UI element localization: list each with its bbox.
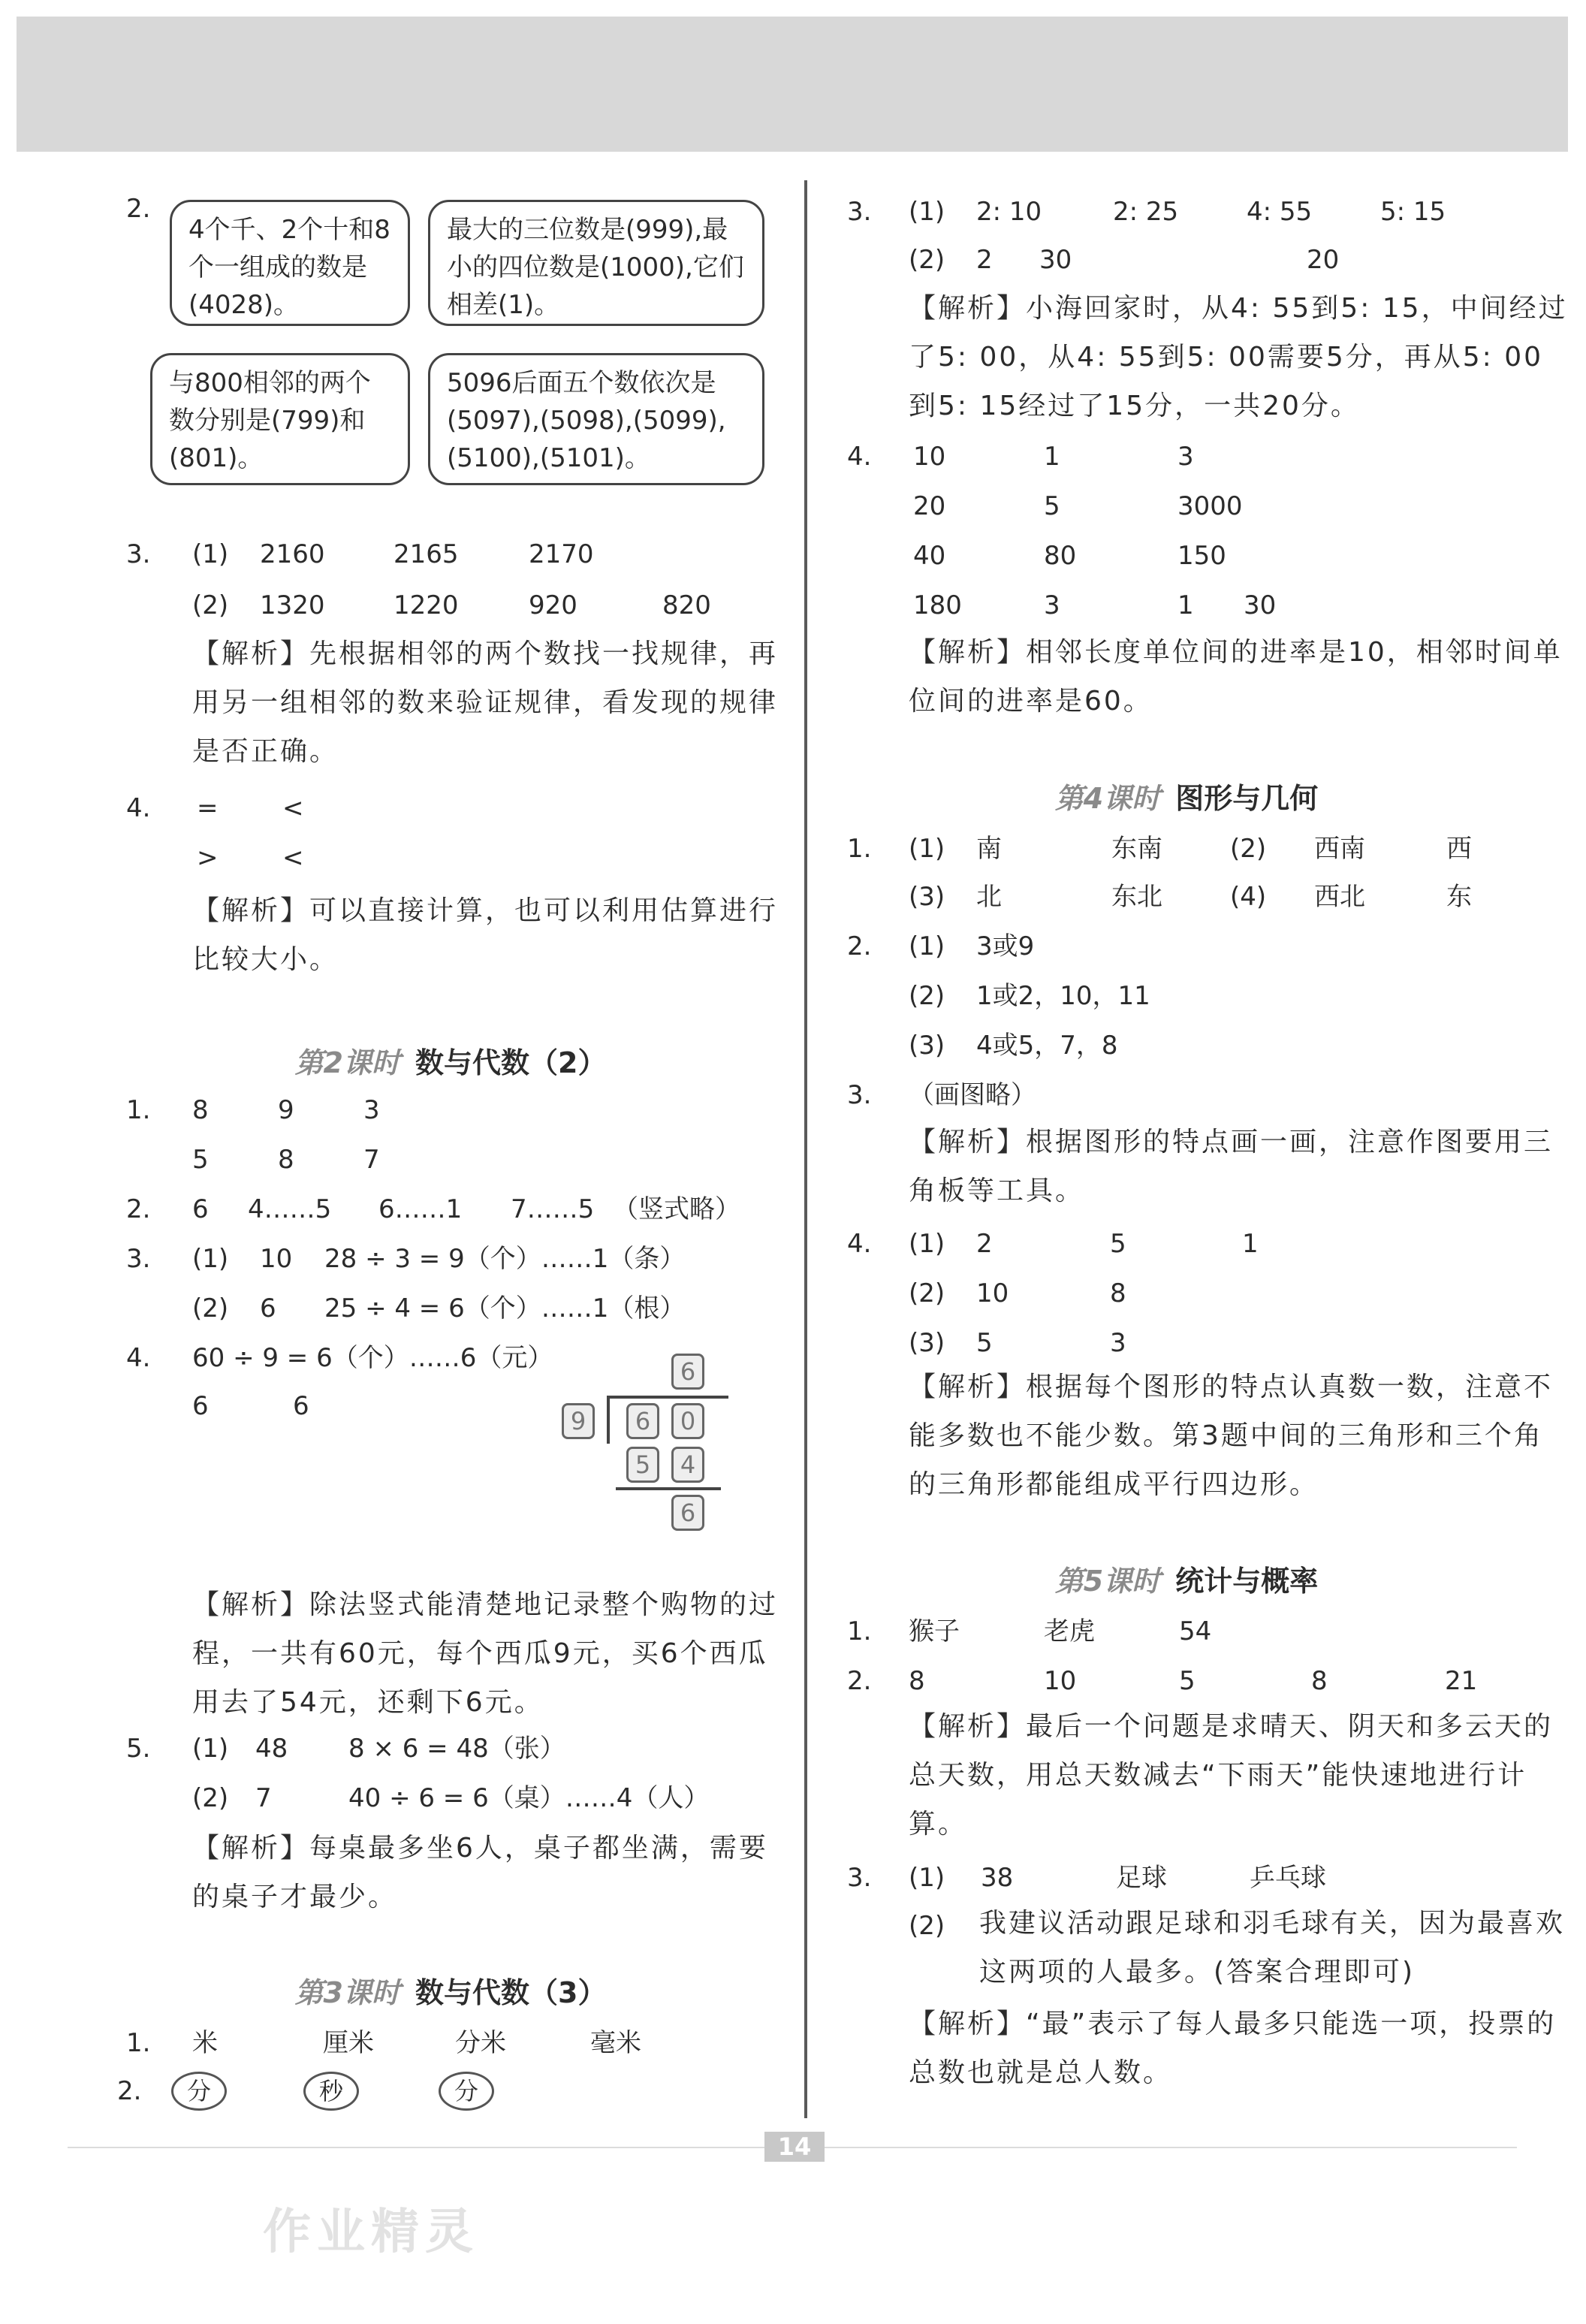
question-number: 2. (847, 1666, 872, 1696)
watermark: 作业精灵 (263, 2205, 479, 2260)
page-number: 14 (764, 2132, 825, 2162)
answer-row: （画图略） (909, 1080, 1036, 1110)
column-divider (804, 180, 807, 2118)
question-number: 3. (847, 1080, 872, 1110)
division-remainder: 6 (671, 1495, 704, 1531)
analysis-text: 【解析】“最”表示了每人最多只能选一项，投票的总数也就是总人数。 (909, 2009, 1557, 2088)
answer-bubble: 4个千、2个十和8个一组成的数是(4028)。 (170, 200, 410, 326)
question-number: 2. (847, 931, 872, 961)
answer-row: 60 ÷ 9 = 6（个）……6（元） (192, 1343, 553, 1373)
section-heading: 第3课时 数与代数（3） (294, 1976, 607, 2009)
analysis-text: 【解析】相邻长度单位间的进率是10，相邻时间单位间的进率是60。 (909, 637, 1563, 717)
question-number: 1. (126, 1095, 151, 1125)
division-line (616, 1487, 721, 1490)
question-number: 1. (126, 2028, 151, 2058)
analysis-text: 【解析】根据图形的特点画一画，注意作图要用三角板等工具。 (909, 1127, 1554, 1206)
section-heading: 第2课时 数与代数（2） (294, 1046, 607, 1079)
question-number: 4. (847, 1229, 872, 1259)
question-number: 4. (126, 1343, 151, 1373)
header-band (17, 17, 1568, 152)
circled-answer: 秒 (303, 2072, 359, 2111)
division-digit: 0 (671, 1403, 704, 1439)
answer-bubble: 与800相邻的两个数分别是(799)和(801)。 (150, 353, 410, 485)
division-quotient: 6 (671, 1354, 704, 1390)
division-divisor: 9 (562, 1403, 595, 1439)
question-number: 1. (847, 834, 872, 864)
sub-question-number: (2) (909, 1911, 945, 1941)
answer-bubble: 5096后面五个数依次是(5097),(5098),(5099),(5100),(5101)。 (428, 353, 764, 485)
analysis-text: 【解析】每桌最多坐6人，桌子都坐满，需要的桌子才最少。 (192, 1833, 768, 1912)
analysis-text: 【解析】除法竖式能清楚地记录整个购物的过程，一共有60元，每个西瓜9元，买6个西瓜用去了54元，还剩下6元。 (192, 1589, 779, 1718)
question-number: 2. (126, 194, 151, 224)
question-number: 2. (117, 2076, 142, 2106)
analysis-text: 【解析】最后一个问题是求晴天、阴天和多云天的总天数，用总天数减去“下雨天”能快速地进行计算。 (909, 1711, 1554, 1840)
division-bar (610, 1396, 728, 1399)
question-number: 3. (126, 1244, 151, 1274)
question-number: 3. (847, 197, 872, 227)
analysis-text: 【解析】先根据相邻的两个数找一找规律，再用另一组相邻的数来验证规律，看发现的规律是否正确。 (192, 638, 779, 767)
circled-answer: 分 (171, 2072, 227, 2111)
section-heading: 第5课时 统计与概率 (1054, 1565, 1319, 1598)
analysis-text: 【解析】根据每个图形的特点认真数一数，注意不能多数也不能少数。第3题中间的三角形和三个角的三角形都能组成平行四边形。 (909, 1372, 1554, 1500)
analysis-text: 【解析】小海回家时，从4: 55到5: 15，中间经过了5: 00，从4: 55到5: 00需要5分，再从5: 00到5: 15经过了15分，一共20分。 (909, 293, 1568, 421)
question-number: 5. (126, 1734, 151, 1764)
circled-answer: 分 (439, 2072, 494, 2111)
question-number: 1. (847, 1616, 872, 1646)
question-number: 3. (847, 1863, 872, 1893)
division-product: 5 (626, 1447, 659, 1483)
question-number: 3. (126, 539, 151, 569)
section-heading: 第4课时 图形与几何 (1054, 782, 1319, 815)
answer-text: 我建议活动跟足球和羽毛球有关，因为最喜欢这两项的人最多。(答案合理即可) (979, 1908, 1566, 1987)
division-product: 4 (671, 1447, 704, 1483)
question-number: 4. (847, 442, 872, 472)
question-number: 2. (126, 1194, 151, 1224)
division-digit: 6 (626, 1403, 659, 1439)
answer-bubble: 最大的三位数是(999),最小的四位数是(1000),它们相差(1)。 (428, 200, 764, 326)
analysis-text: 【解析】可以直接计算，也可以利用估算进行比较大小。 (192, 895, 779, 975)
question-number: 4. (126, 793, 151, 823)
division-bracket (607, 1396, 610, 1444)
